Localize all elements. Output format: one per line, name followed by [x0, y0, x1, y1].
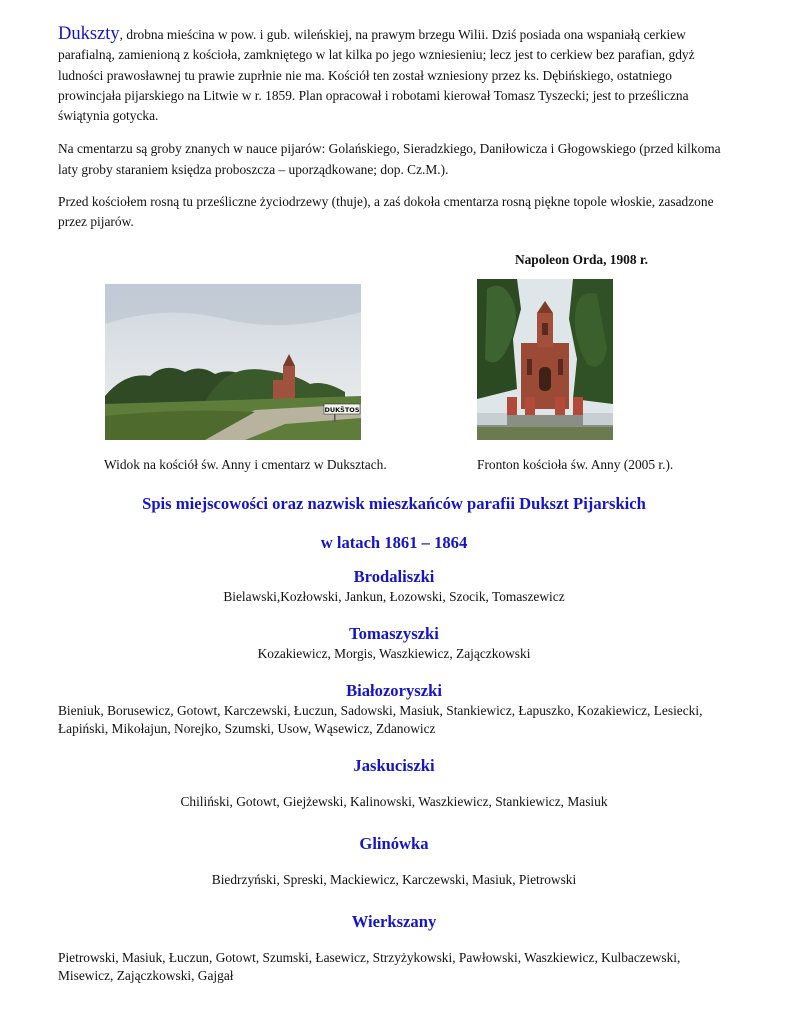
list-title: Spis miejscowości oraz nazwisk mieszkańców parafii Dukszt Pijarskich — [142, 493, 646, 513]
intro-paragraph-1-text: , drobna mieścina w pow. i gub. wileńskiej, na prawym brzegu Wilii. Dziś posiada ona wspaniałą cerkiew parafialną, zamienioną z kościoła, zamkniętego w lat kilka po jego wzniesieniu; lecz jest to cerkiew bez parafian, gdyż ludności prawosławnej tu prawie zuprłnie nie ma. Kościół ten został wzniesiony przez ks. Dębińskiego, ostatniego prowincjała pijarskiego na Litwie w r. 1859. Plan opracował i robotami kierował Tomasz Tyszecki; jest to prześliczna świątynia gotycka. — [58, 27, 695, 124]
road-sign-text: DUKŠTOS — [324, 405, 360, 414]
intro-paragraph-3: Przed kościołem rosną tu prześliczne życiodrzewy (thuje), a zaś dokoła cmentarza rosną piękne topole włoskie, zasadzone przez pijarów. — [58, 194, 714, 230]
list-title-years: w latach 1861 – 1864 — [320, 532, 468, 552]
caption-landscape-photo: Widok na kościół św. Anny i cmentarz w Duksztach. — [104, 456, 387, 472]
intro-paragraph-1 — [58, 24, 730, 126]
document-page — [58, 24, 730, 985]
author-signature: Napoleon Orda, 1908 r. — [514, 251, 648, 267]
lead-word-dukszty: Dukszty — [58, 24, 120, 44]
church-landscape-photo — [105, 284, 361, 440]
section-title: Glinówka — [359, 833, 429, 853]
section-title: Wierkszany — [351, 911, 437, 931]
section-title: Tomaszyszki — [349, 623, 439, 643]
section-names: Bieniuk, Borusewicz, Gotowt, Karczewski, Łuczun, Sadowski, Masiuk, Stankiewicz, Łapuszko, Kozakiewicz, Lesiecki, Łapiński, Mikołajun, Norejko, Szumski, Usow, Wąsewicz, Zdanowicz — [58, 702, 703, 736]
section-wierkszany — [58, 912, 730, 985]
section-title: Jaskuciszki — [353, 755, 435, 775]
section-tomaszyszki — [58, 624, 730, 663]
section-names: Pietrowski, Masiuk, Łuczun, Gotowt, Szumski, Łasewicz, Strzyżykowski, Pawłowski, Waszkiewicz, Kulbaczewski, Misewicz, Zajączkowski, Gajgał — [58, 949, 681, 983]
section-title: Brodaliszki — [353, 566, 435, 586]
section-names: Bielawski,Kozłowski, Jankun, Łozowski, Szocik, Tomaszewicz — [223, 588, 565, 604]
section-title: Białozoryszki — [346, 680, 442, 700]
section-names: Chiliński, Gotowt, Giejżewski, Kalinowski, Waszkiewicz, Stankiewicz, Masiuk — [180, 793, 608, 809]
section-brodaliszki — [58, 567, 730, 606]
section-names: Biedrzyński, Spreski, Mackiewicz, Karczewski, Masiuk, Pietrowski — [211, 871, 577, 887]
intro-paragraph-2: Na cmentarzu są groby znanych w nauce pijarów: Golańskiego, Sieradzkiego, Daniłowicza i Głogowskiego (przed kilkoma laty groby staraniem księdza proboszcza – uporządkowane; dop. Cz.M.). — [58, 141, 721, 177]
caption-facade-photo: Fronton kościoła św. Anny (2005 r.). — [477, 456, 674, 472]
section-glinowka — [58, 834, 730, 889]
section-bialozoryszki — [58, 681, 730, 738]
church-facade-photo — [477, 279, 613, 440]
photo-row — [58, 284, 730, 484]
section-names: Kozakiewicz, Morgis, Waszkiewicz, Zajączkowski — [257, 645, 531, 661]
section-jaskuciszki — [58, 756, 730, 811]
